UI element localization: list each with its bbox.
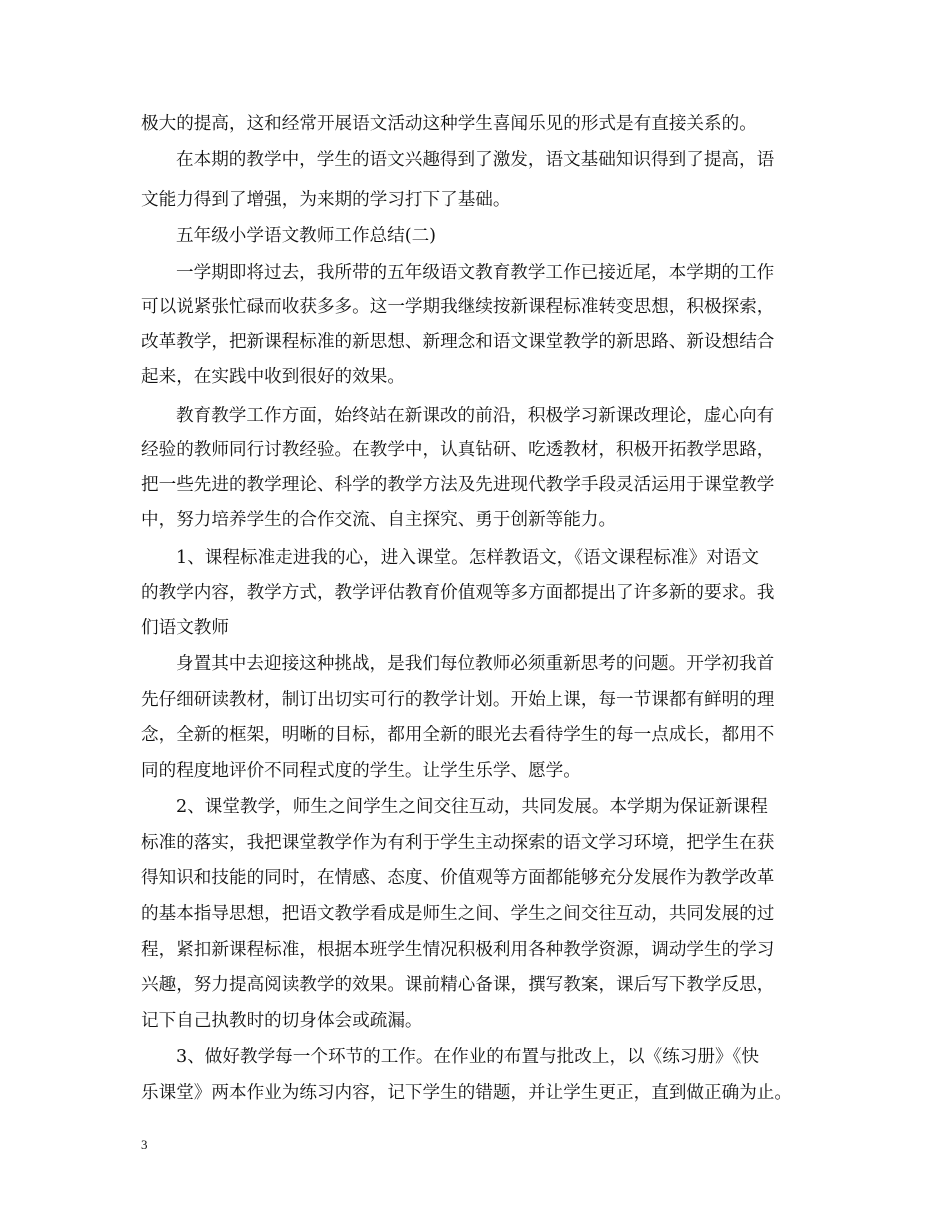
text-line: 3、做好教学每一个环节的工作。在作业的布置与批改上，以《练习册》《快 (176, 1047, 759, 1067)
text-line: 改革教学，把新课程标准的新思想、新理念和语文课堂教学的新思路、新设想结合 (141, 332, 775, 352)
text-line: 兴趣，努力提高阅读教学的效果。课前精心备课，撰写教案，课后写下教学反思， (141, 975, 775, 995)
text-line: 记下自己执教时的切身体会或疏漏。 (141, 1011, 423, 1031)
section-heading: 五年级小学语文教师工作总结(二) (176, 226, 437, 246)
text-line: 一学期即将过去，我所带的五年级语文教育教学工作已接近尾，本学期的工作 (176, 263, 775, 283)
text-line: 程，紧扣新课程标准，根据本班学生情况积极利用各种教学资源，调动学生的学习 (141, 940, 775, 960)
text-line: 把一些先进的教学理论、科学的教学方法及先进现代教学手段灵活运用于课堂教学 (141, 475, 775, 495)
text-line: 们语文教师 (141, 618, 229, 638)
text-line: 身置其中去迎接这种挑战，是我们每位教师必须重新思考的问题。开学初我首 (176, 654, 775, 674)
text-line: 极大的提高，这和经常开展语文活动这种学生喜闻乐见的形式是有直接关系的。 (141, 114, 757, 134)
text-line: 念，全新的框架，明晰的目标，都用全新的眼光去看待学生的每一点成长，都用不 (141, 725, 775, 745)
text-line: 起来，在实践中收到很好的效果。 (141, 367, 405, 387)
text-line: 文能力得到了增强，为来期的学习打下了基础。 (141, 190, 511, 210)
page-number: 3 (141, 1137, 148, 1152)
text-line: 中，努力培养学生的合作交流、自主探究、勇于创新等能力。 (141, 510, 617, 530)
text-line: 得知识和技能的同时，在情感、态度、价值观等方面都能够充分发展作为教学改革 (141, 868, 775, 888)
text-line: 先仔细研读教材，制订出切实可行的教学计划。开始上课，每一节课都有鲜明的理 (141, 690, 775, 710)
text-line: 的教学内容，教学方式，教学评估教育价值观等多方面都提出了许多新的要求。我 (141, 583, 775, 603)
text-line: 2、课堂教学，师生之间学生之间交往互动，共同发展。本学期为保证新课程 (176, 797, 768, 817)
text-line: 同的程度地评价不同程式度的学生。让学生乐学、愿学。 (141, 761, 581, 781)
text-line: 标准的落实，我把课堂教学作为有利于学生主动探索的语文学习环境，把学生在获 (141, 833, 775, 853)
text-line: 1、课程标准走进我的心，进入课堂。怎样教语文，《语文课程标准》对语文 (176, 548, 759, 568)
text-line: 经验的教师同行讨教经验。在教学中，认真钻研、吃透教材，积极开拓教学思路， (141, 440, 775, 460)
text-line: 可以说紧张忙碌而收获多多。这一学期我继续按新课程标准转变思想，积极探索， (141, 297, 775, 317)
text-line: 乐课堂》两本作业为练习内容，记下学生的错题，并让学生更正，直到做正确为止。 (141, 1083, 792, 1103)
text-line: 教育教学工作方面，始终站在新课改的前沿，积极学习新课改理论，虚心向有 (176, 406, 775, 426)
text-line: 的基本指导思想，把语文教学看成是师生之间、学生之间交往互动，共同发展的过 (141, 904, 775, 924)
text-line: 在本期的教学中，学生的语文兴趣得到了激发，语文基础知识得到了提高，语 (176, 150, 775, 170)
